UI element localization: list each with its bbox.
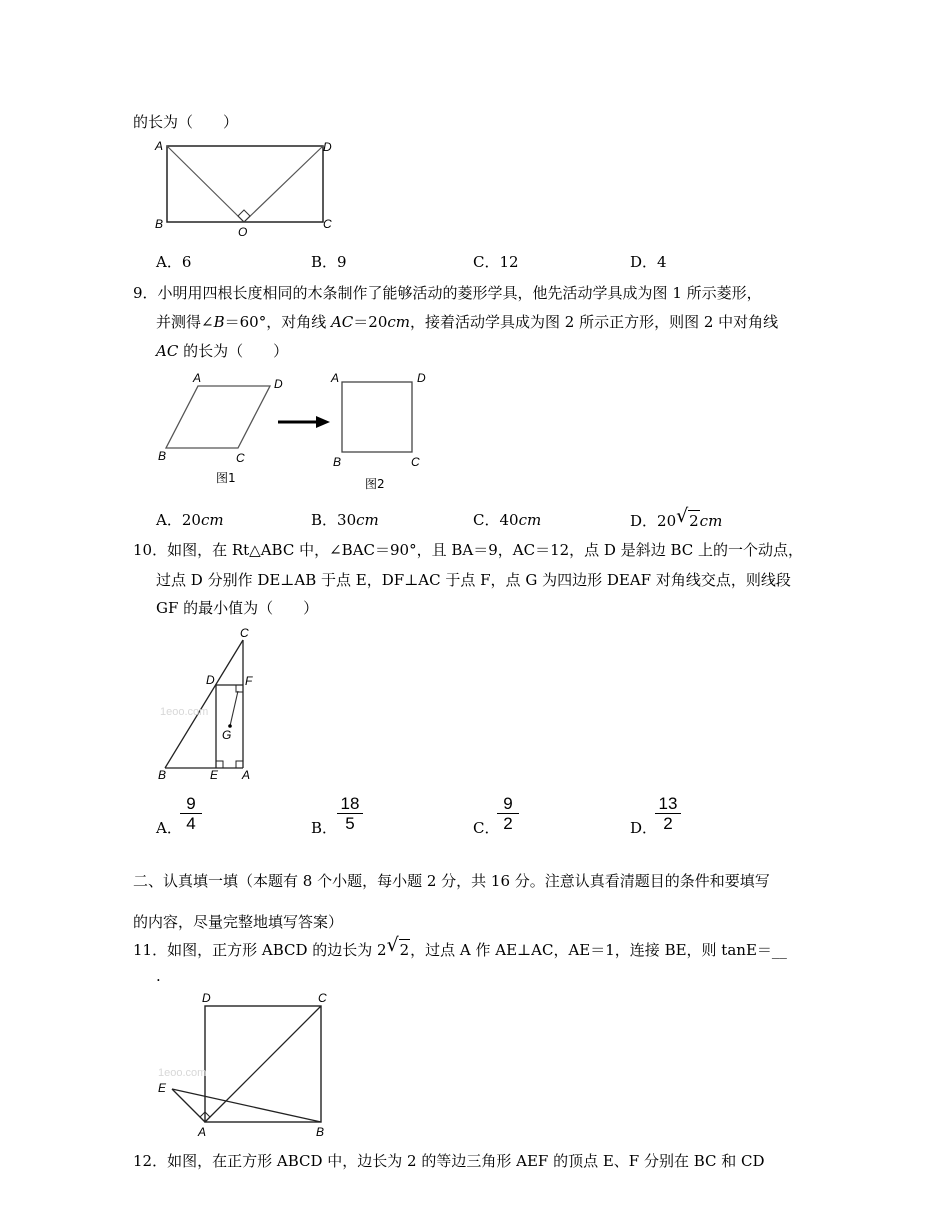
q10-label-F: F	[245, 674, 253, 688]
q10-option-a-fraction[interactable]: 9 4	[180, 795, 202, 832]
q9-fig1-label-D: D	[274, 377, 283, 391]
q9-rhombus	[166, 386, 270, 448]
q8-option-d[interactable]: D．4	[630, 253, 667, 271]
q8-right-angle-mark	[238, 210, 250, 222]
q10-line-1: 10．如图，在 Rt△ABC 中，∠BAC＝90°，且 BA＝9，AC＝12，点 D 是斜边 BC 上的一个动点，	[133, 541, 804, 559]
q9-line-3: AC 的长为（ ）	[156, 342, 289, 360]
q9-line-2: 并测得∠B＝60°，对角线 AC＝20cm，接着活动学具成为图 2 所示正方形，则图 2 中对角线	[156, 313, 779, 331]
q11-figure	[150, 988, 340, 1143]
q9-line-1: 9．小明用四根长度相同的木条制作了能够活动的菱形学具，他先活动学具成为图 1 所示菱形，	[133, 284, 762, 302]
q9-fig1-label-B: B	[158, 449, 167, 463]
q10-label-E: E	[210, 768, 219, 782]
q9-fig2-label-C: C	[411, 455, 420, 469]
q10-option-b-letter[interactable]: B．	[311, 819, 338, 837]
q10-segment-GF	[230, 691, 238, 726]
q8-stem-tail: 的长为（ ）	[133, 113, 239, 131]
q11-line-1: 11．如图，正方形 ABCD 的边长为 2 √ 2，过点 A 作 AE⊥AC，AE＝1，连接 BE，则 tanE＝__	[133, 934, 787, 959]
q11-label-B: B	[316, 1125, 325, 1139]
q10-label-C: C	[240, 626, 249, 640]
q11-label-E: E	[158, 1081, 167, 1095]
q10-line-3: GF 的最小值为（ ）	[156, 599, 319, 617]
q8-figure	[150, 138, 350, 238]
q10-option-b-fraction[interactable]: 18 5	[337, 795, 363, 832]
q8-label-O: O	[238, 225, 248, 239]
q8-label-D: D	[323, 140, 332, 154]
q11-answer-blank[interactable]: __	[771, 941, 787, 959]
q8-label-B: B	[155, 217, 164, 231]
sqrt-symbol: √ 2	[676, 505, 699, 530]
q11-segment-BE	[172, 1089, 321, 1122]
q8-segment-DO	[244, 146, 323, 222]
q11-period: .	[156, 967, 161, 985]
q12-line-1: 12．如图，在正方形 ABCD 中，边长为 2 的等边三角形 AEF 的顶点 E、F 分别在 BC 和 CD	[133, 1152, 765, 1170]
q8-segment-AO	[167, 146, 244, 222]
q9-option-b[interactable]: B．30cm	[311, 511, 379, 529]
q8-option-c[interactable]: C．12	[473, 253, 519, 271]
q8-label-C: C	[323, 217, 332, 231]
sqrt-symbol: √ 2	[386, 934, 410, 959]
q9-fig1-label-C: C	[236, 451, 245, 465]
q10-option-c-letter[interactable]: C．	[473, 819, 500, 837]
q8-option-a[interactable]: A．6	[156, 253, 192, 271]
q10-label-B: B	[158, 768, 167, 782]
q11-label-C: C	[318, 991, 327, 1005]
q9-figure-2	[325, 370, 445, 495]
section-2-heading-line-1: 二、认真填一填（本题有 8 个小题，每小题 2 分，共 16 分。注意认真看清题目的条件和要填写	[133, 872, 770, 890]
q9-square	[342, 382, 412, 452]
q10-figure	[150, 625, 280, 790]
q10-right-angle-F	[236, 685, 243, 692]
q10-option-d-fraction[interactable]: 13 2	[655, 795, 681, 832]
q9-option-c[interactable]: C．40cm	[473, 511, 542, 529]
q10-label-G: G	[222, 728, 232, 742]
q9-fig2-label-A: A	[331, 371, 340, 385]
q9-fig1-label-A: A	[193, 371, 202, 385]
q9-option-a[interactable]: A．20cm	[156, 511, 224, 529]
q11-label-D: D	[202, 991, 211, 1005]
q10-option-d-letter[interactable]: D．	[630, 819, 658, 837]
q8-label-A: A	[155, 139, 164, 153]
q9-fig1-caption: 图1	[216, 471, 236, 485]
q10-line-2: 过点 D 分别作 DE⊥AB 于点 E，DF⊥AC 于点 F，点 G 为四边形 DEAF 对角线交点，则线段	[156, 571, 791, 589]
q8-option-b[interactable]: B．9	[311, 253, 347, 271]
q9-figure-1	[150, 370, 300, 490]
q11-label-A: A	[198, 1125, 207, 1139]
q10-option-a-letter[interactable]: A．	[156, 819, 182, 837]
q9-option-d[interactable]: D．20 √ 2cm	[630, 505, 723, 530]
section-2-heading-line-2: 的内容，尽量完整地填写答案）	[133, 913, 344, 931]
q10-label-A: A	[242, 768, 251, 782]
q10-right-angle-E	[216, 761, 223, 768]
svg-text:1eoo.com: 1eoo.com	[160, 706, 209, 718]
q9-fig2-label-D: D	[417, 371, 426, 385]
q10-label-D: D	[206, 673, 215, 687]
q10-option-c-fraction[interactable]: 9 2	[497, 795, 519, 832]
q9-fig2-caption: 图2	[365, 477, 385, 491]
q10-right-angle-A	[236, 761, 243, 768]
q9-fig2-label-B: B	[333, 455, 342, 469]
svg-text:1eoo.com: 1eoo.com	[158, 1067, 207, 1079]
q11-diagonal-AC	[205, 1006, 321, 1122]
q10-side-BC	[165, 640, 243, 768]
